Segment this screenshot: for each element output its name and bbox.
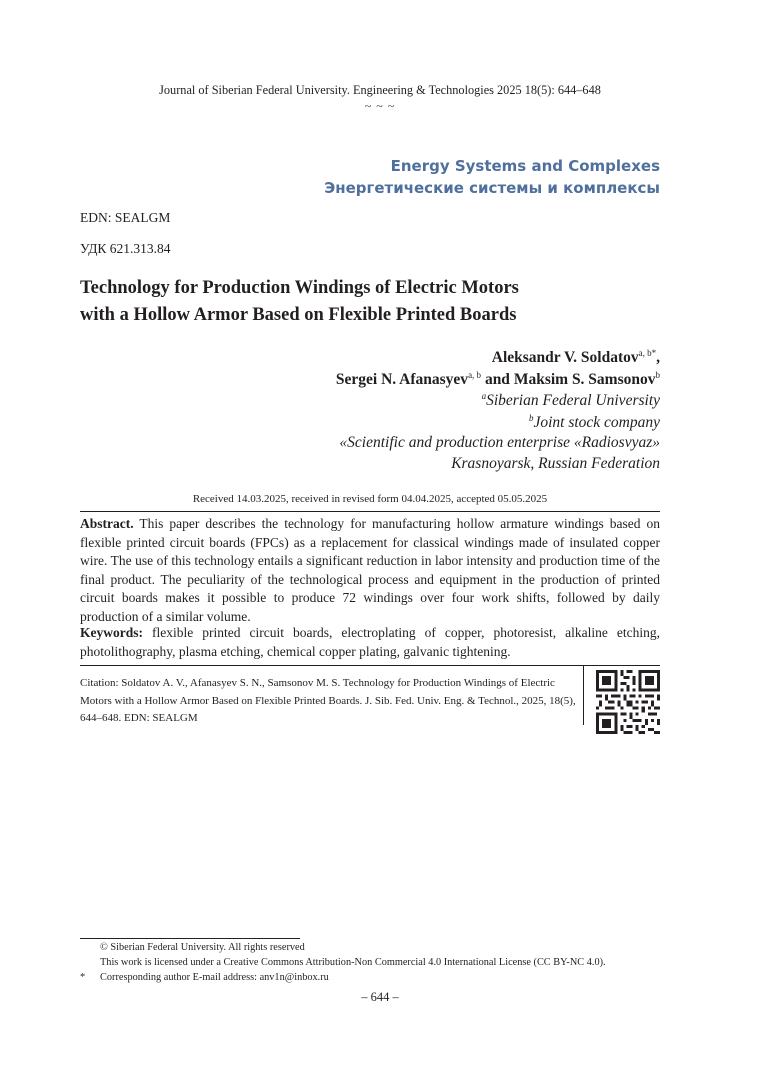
affiliation-text: Siberian Federal University (486, 392, 660, 409)
footnote-rule (80, 938, 300, 939)
affiliation-location: Krasnoyarsk, Russian Federation (451, 455, 660, 472)
vertical-divider (583, 665, 584, 725)
author-affiliation-mark: a, b (468, 370, 482, 380)
affiliation-mark: b (528, 413, 534, 423)
divider (80, 665, 660, 666)
footnote-license (80, 957, 606, 968)
affiliation-mark: a (481, 391, 487, 401)
paper-title-line-1: Technology for Production Windings of Electric Motors (80, 278, 519, 298)
abstract (80, 515, 660, 627)
author-conjunction: and (481, 371, 514, 388)
section-title-en: Energy Systems and Complexes (390, 157, 660, 175)
edn-code: EDN: SEALGM (80, 210, 171, 225)
author-separator: , (656, 349, 660, 366)
udk-code: УДК 621.313.84 (80, 241, 171, 256)
keywords-text: flexible printed circuit boards, electroplating of copper, photoresist, alkaline etching, photolithography, plasma etching, chemical copper plating, galvanic tightening. (80, 625, 660, 659)
paper-title (80, 275, 680, 329)
page-number: – 644 – (361, 990, 399, 1004)
license-text: This work is licensed under a Creative Commons Attribution-Non Commercial 4.0 International License (CC BY-NC 4.0). (100, 957, 606, 968)
affiliation-3: «Scientific and production enterprise «Radiosvyaz» (339, 434, 660, 451)
affiliation-text: Joint stock company (533, 414, 660, 431)
received-dates: Received 14.03.2025, received in revised form 04.04.2025, accepted 05.05.2025 (192, 493, 548, 505)
author-line-1 (492, 348, 660, 367)
author-name: Sergei N. Afanasyev (335, 371, 469, 388)
qr-code-icon[interactable] (596, 670, 660, 734)
author-line-2 (336, 370, 660, 389)
journal-header: Journal of Siberian Federal University. Engineering & Technologies 2025 18(5): 644–648 (159, 83, 601, 97)
paper-title-line-2: with a Hollow Armor Based on Flexible Printed Boards (80, 305, 517, 325)
abstract-label: Abstract. (80, 516, 134, 531)
section-title-ru: Энергетические системы и комплексы (324, 179, 660, 197)
author-affiliation-mark: a, b* (638, 348, 657, 358)
footnote-copyright (80, 942, 305, 953)
footnote-mark: * (80, 972, 86, 983)
author-name: Aleksandr V. Soldatov (491, 349, 639, 366)
corresponding-text: Corresponding author E-mail address: anv1n@inbox.ru (100, 972, 329, 983)
copyright-text: © Siberian Federal University. All rights reserved (100, 942, 305, 953)
header-ornament: ~ ~ ~ (364, 99, 396, 113)
keywords (80, 624, 660, 661)
affiliation-2 (529, 413, 660, 432)
author-name: Maksim S. Samsonov (513, 371, 656, 388)
footnote-corresponding (80, 972, 329, 983)
affiliation-1 (482, 391, 660, 410)
abstract-text: This paper describes the technology for manufacturing hollow armature windings based on flexible printed circuit boards (FPCs) as a replacement for classical windings made of insulated copper wire. The use of this technology entails a significant reduction in labor intensity and production time of the final product. The peculiarity of the technological process and equipment in the production of printed circuit boards makes it possible to produce 72 windings over four work shifts, followed by daily production of a similar volume. (80, 516, 660, 624)
author-affiliation-mark: b (655, 370, 660, 380)
divider (80, 511, 660, 512)
citation: Citation: Soldatov A. V., Afanasyev S. N., Samsonov M. S. Technology for Production Windings of Electric Motors with a Hollow Armor Based on Flexible Printed Boards. J. Sib. Fed. Univ. Eng. & Technol., 2025, 18(5), 644–648. EDN: SEALGM (80, 677, 576, 725)
keywords-label: Keywords: (80, 625, 143, 640)
